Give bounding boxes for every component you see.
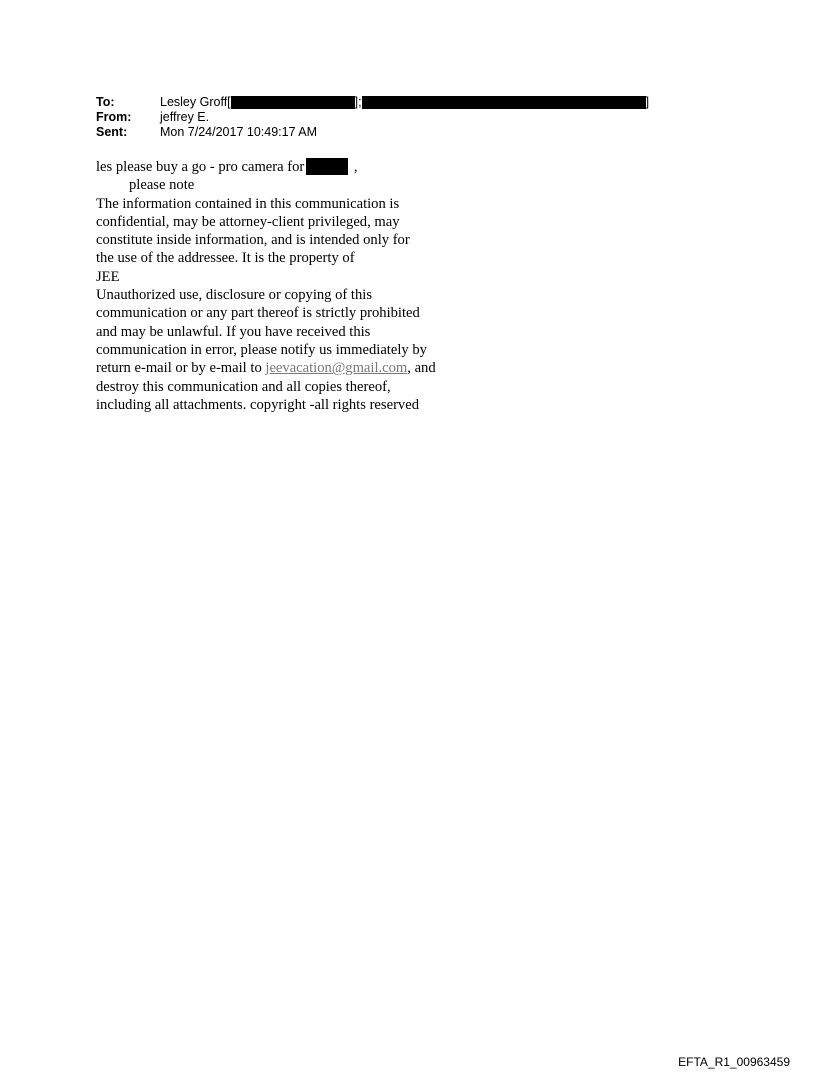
body-line: communication or any part thereof is strictly prohibited — [96, 305, 420, 322]
body-text: les please buy a go - pro camera for — [96, 159, 305, 175]
body-line: communication in error, please notify us immediately by — [96, 341, 427, 358]
body-line: including all attachments. copyright -all rights reserved — [96, 396, 419, 413]
from-value: jeffrey E. — [160, 110, 210, 124]
body-line: please note — [129, 177, 195, 194]
body-text: , — [350, 159, 358, 175]
email-body — [96, 158, 436, 414]
from-label: From: — [96, 110, 132, 124]
to-name: Lesley Groff — [160, 95, 228, 109]
body-line — [96, 158, 436, 176]
to-value — [160, 95, 649, 110]
redaction-box — [362, 96, 646, 109]
body-line: destroy this communication and all copies thereof, — [96, 378, 391, 395]
sent-value: Mon 7/24/2017 10:49:17 AM — [160, 125, 318, 139]
to-close-bracket: ] — [645, 95, 650, 109]
body-line: The information contained in this communication is — [96, 195, 400, 212]
body-text: , and — [407, 360, 436, 377]
to-separator: ]; — [354, 95, 362, 109]
email-link[interactable]: jeevacation@gmail.com — [265, 360, 408, 377]
body-line: JEE — [96, 268, 120, 285]
body-text: return e-mail or by e-mail to — [96, 360, 266, 377]
body-line: and may be unlawful. If you have received this — [96, 323, 371, 340]
body-line: constitute inside information, and is intended only for — [96, 232, 410, 249]
body-line: confidential, may be attorney-client privileged, may — [96, 213, 400, 230]
redaction-box — [306, 158, 348, 175]
sent-label: Sent: — [96, 125, 128, 139]
document-id: EFTA_R1_00963459 — [678, 1055, 790, 1069]
redaction-box — [231, 96, 355, 109]
body-line: Unauthorized use, disclosure or copying of this — [96, 287, 373, 304]
to-label: To: — [96, 95, 115, 109]
body-line: the use of the addressee. It is the property of — [96, 250, 355, 267]
body-line — [96, 359, 436, 377]
to-open-bracket: [ — [227, 95, 231, 109]
